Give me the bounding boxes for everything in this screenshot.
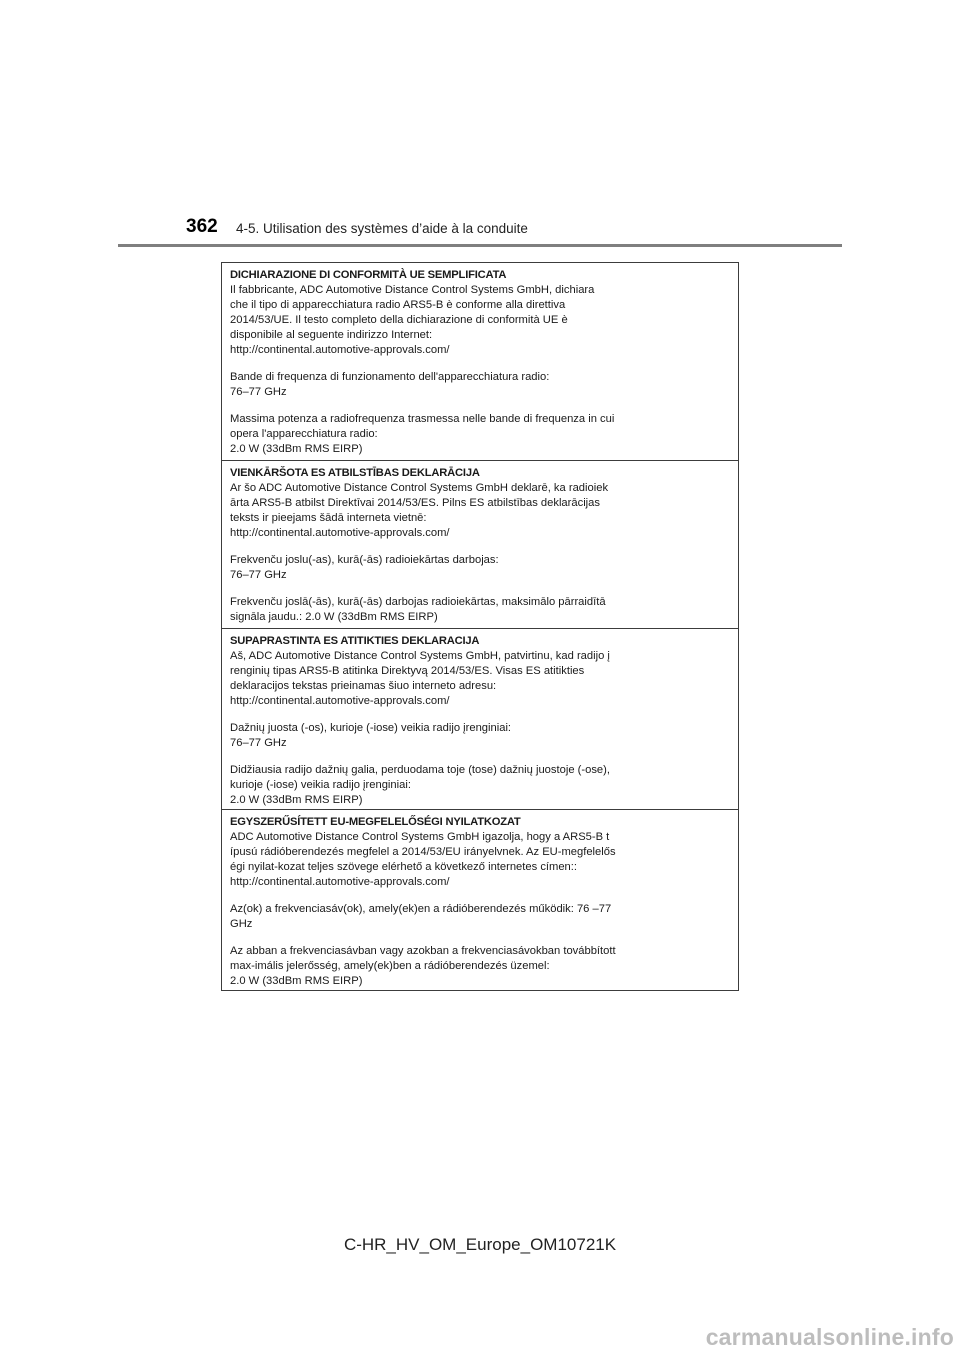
power-value: 2.0 W (33dBm RMS EIRP) [230, 794, 363, 806]
text-line: max-imális jelerősség, amely(ek)ben a rádióberendezés üzemel: [230, 960, 550, 972]
text-line: 2014/53/UE. Il testo completo della dichiarazione di conformità UE è [230, 314, 568, 326]
text-line: deklaracijos tekstas prieinamas šiuo interneto adresu: [230, 680, 497, 692]
text-line: Il fabbricante, ADC Automotive Distance Control Systems GmbH, dichiara [230, 284, 595, 296]
declaration-intro [230, 283, 738, 358]
frequency-value: 76–77 GHz [230, 386, 287, 398]
frequency-value: 76–77 GHz [230, 569, 287, 581]
header-divider [118, 244, 842, 247]
text-line: che il tipo di apparecchiatura radio ARS5-B è conforme alla direttiva [230, 299, 566, 311]
text-line: Bande di frequenza di funzionamento dell'apparecchiatura radio: [230, 371, 550, 383]
document-code: C-HR_HV_OM_Europe_OM10721K [343, 1235, 617, 1254]
text-line: Frekvenču joslu(-as), kurā(-ās) radioiekārtas darbojas: [230, 554, 499, 566]
text-line: Dažnių juosta (-os), kurioje (-iose) veikia radijo įrenginiai: [230, 722, 512, 734]
declaration-heading: VIENKĀRŠOTA ES ATBILSTĪBAS DEKLARĀCIJA [230, 467, 480, 479]
text-line: disponibile al seguente indirizzo Internet: [230, 329, 433, 341]
text-line: Az(ok) a frekvenciasáv(ok), amely(ek)en a rádióberendezés működik: 76 –77 [230, 903, 612, 915]
text-line: Massima potenza a radiofrequenza trasmessa nelle bande di frequenza in cui [230, 413, 615, 425]
declaration-intro [230, 830, 738, 890]
text-line: renginių tipas ARS5-B atitinka Direktyvą 2014/53/ES. Visas ES atitikties [230, 665, 585, 677]
url-text: http://continental.automotive-approvals.com/ [230, 695, 450, 707]
text-line: kurioje (-iose) veikia radijo įrenginiai: [230, 779, 411, 791]
text-line: Ar šo ADC Automotive Distance Control Systems GmbH deklarē, ka radioiek [230, 482, 609, 494]
watermark: carmanualsonline.info [705, 1324, 954, 1350]
section-title: 4-5. Utilisation des systèmes d’aide à la conduite [236, 221, 528, 236]
declaration-power [230, 944, 738, 989]
power-value: signāla jaudu.: 2.0 W (33dBm RMS EIRP) [230, 611, 438, 623]
text-line: opera l'apparecchiatura radio: [230, 428, 378, 440]
declaration-heading: SUPAPRASTINTA ES ATITIKTIES DEKLARACIJA [230, 635, 480, 647]
declaration-lithuanian [222, 629, 738, 810]
power-value: 2.0 W (33dBm RMS EIRP) [230, 443, 363, 455]
declaration-heading: EGYSZERŰSÍTETT EU-MEGFELELŐSÉGI NYILATKOZAT [230, 816, 521, 828]
text-line: Didžiausia radijo dažnių galia, perduodama toje (tose) dažnių juostoje (-ose), [230, 764, 610, 776]
page-number: 362 [186, 216, 218, 237]
text-line: Az abban a frekvenciasávban vagy azokban a frekvenciasávokban továbbított [230, 945, 616, 957]
declaration-band [230, 370, 738, 400]
declaration-italian [222, 263, 738, 461]
power-value: 2.0 W (33dBm RMS EIRP) [230, 975, 363, 987]
declaration-band [230, 902, 738, 932]
url-text: http://continental.automotive-approvals.com/ [230, 876, 450, 888]
declaration-band [230, 553, 738, 583]
text-line: ārta ARS5-B atbilst Direktīvai 2014/53/ES. Pilns ES atbilstības deklarācijas [230, 497, 600, 509]
text-line: Frekvenču joslā(-ās), kurā(-ās) darbojas radioiekārtas, maksimālo pārraidītā [230, 596, 606, 608]
text-line: égi nyilat-kozat teljes szövege elérhető a következő internetes címen:: [230, 861, 577, 873]
declaration-latvian [222, 461, 738, 629]
declaration-band [230, 721, 738, 751]
declaration-intro [230, 481, 738, 541]
declaration-power [230, 412, 738, 457]
url-text: http://continental.automotive-approvals.com/ [230, 344, 450, 356]
declaration-hungarian [222, 810, 738, 991]
declaration-heading: DICHIARAZIONE DI CONFORMITÀ UE SEMPLIFICATA [230, 269, 507, 281]
text-line: ADC Automotive Distance Control Systems GmbH igazolja, hogy a ARS5-B t [230, 831, 610, 843]
text-line: teksts ir pieejams šādā interneta vietnē: [230, 512, 427, 524]
text-line: ípusú rádióberendezés megfelel a 2014/53/EU irányelvnek. Az EU-megfelelős [230, 846, 616, 858]
frequency-value: 76–77 GHz [230, 737, 287, 749]
url-text: http://continental.automotive-approvals.com/ [230, 527, 450, 539]
declaration-intro [230, 649, 738, 709]
declarations-table [221, 262, 739, 991]
frequency-value: GHz [230, 918, 253, 930]
text-line: Aš, ADC Automotive Distance Control Systems GmbH, patvirtinu, kad radijo į [230, 650, 610, 662]
declaration-power [230, 595, 738, 625]
declaration-power [230, 763, 738, 808]
